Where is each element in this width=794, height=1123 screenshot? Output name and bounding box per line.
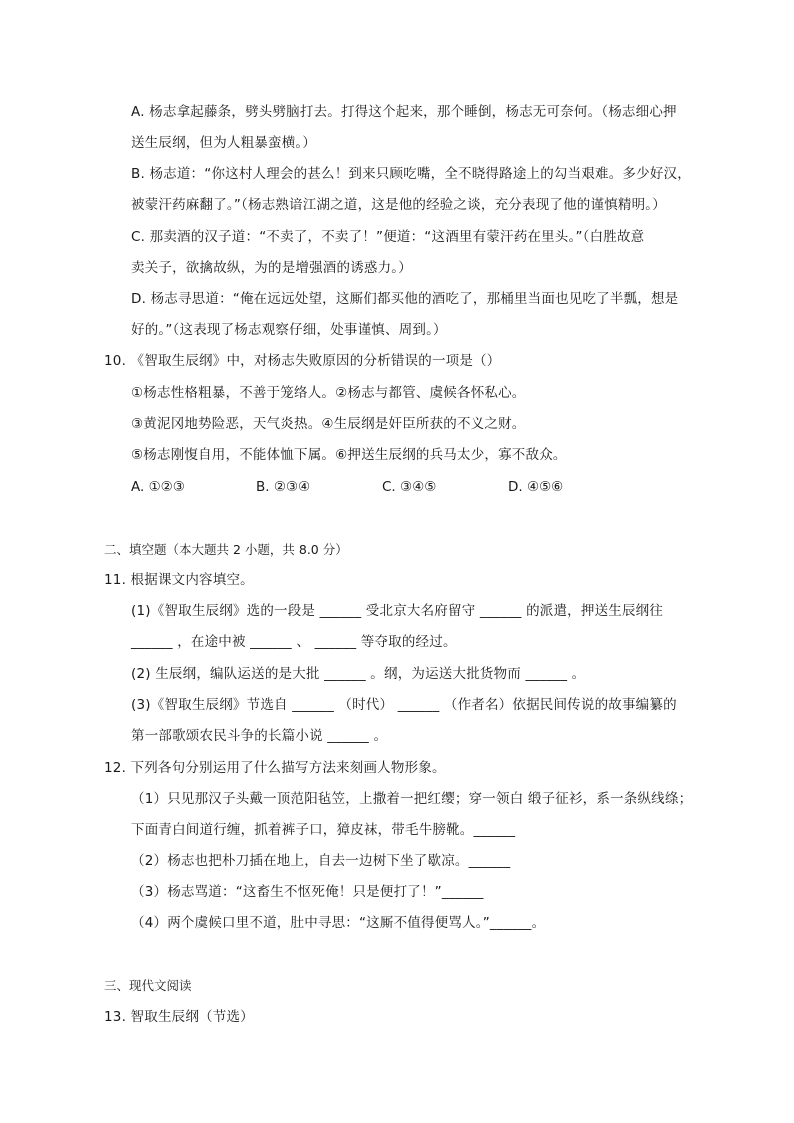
q11-part1-line1: (1)《智取生辰纲》选的一段是 ______ 受北京大名府留守 ______ 的派遣，押送生辰纲往 (131, 603, 664, 619)
q11-part3-line2: 第一部歌颂农民斗争的长篇小说 ______ 。 (131, 728, 388, 744)
q13-stem: 13. 智取生辰纲（节选） (104, 1009, 254, 1025)
q10-stem: 10. 《智取生辰纲》中，对杨志失败原因的分析错误的一项是（） (104, 353, 501, 369)
q12-part1-line2: 下面青白间道行缠，抓着裤子口，獐皮袜，带毛牛膀靴。______ (131, 822, 516, 838)
q12-part2-line1: （2）杨志也把朴刀插在地上，自去一边树下坐了歇凉。______ (131, 853, 511, 869)
q10-option-b: B. ②③④ (256, 479, 311, 495)
section-3-title: 三、现代文阅读 (104, 978, 192, 993)
q10-option-d: D. ④⑤⑥ (508, 479, 564, 495)
q10-item-line3: ⑤杨志刚愎自用，不能体恤下属。⑥押送生辰纲的兵马太少，寡不敌众。 (131, 447, 567, 463)
section-2-title: 二、填空题（本大题共 2 小题，共 8.0 分） (104, 542, 348, 557)
q11-stem: 11. 根据课文内容填空。 (104, 572, 254, 588)
q9-option-b-line1: B. 杨志道：“你这村人理会的甚么！到来只顾吃嘴，全不晓得路途上的勾当艰难。多少好汉， (131, 166, 691, 182)
q9-option-a-line1: A. 杨志拿起藤条，劈头劈脑打去。打得这个起来，那个睡倒，杨志无可奈何。（杨志细心押 (131, 104, 677, 120)
q10-item-line2: ③黄泥冈地势险恶，天气炎热。④生辰纲是奸臣所获的不义之财。 (131, 416, 526, 432)
q11-part1-line2: ______ ，在途中被 ______ 、 ______ 等夺取的经过。 (131, 634, 457, 650)
q9-option-c-line2: 卖关子，欲擒故纵，为的是增强酒的诱惑力。） (131, 260, 412, 276)
q11-part3-line1: (3)《智取生辰纲》节选自 ______ （时代） ______ （作者名）依据民间传说的故事编纂的 (131, 697, 677, 713)
q11-part2-line1: (2) 生辰纲，编队运送的是大批 ______ 。纲，为运送大批货物而 ______ 。 (131, 666, 586, 682)
q9-option-a-line2: 送生辰纲，但为人粗暴蛮横。） (131, 135, 317, 151)
q10-option-a: A. ①②③ (131, 479, 185, 495)
q10-option-c: C. ③④⑤ (382, 479, 437, 495)
q9-option-b-line2: 被蒙汗药麻翻了。”（杨志熟谙江湖之道，这是他的经验之谈，充分表现了他的谨慎精明。） (131, 197, 666, 213)
q12-part1-line1: （1）只见那汉子头戴一顶范阳毡笠，上撒着一把红缨；穿一领白 缎子征衫，系一条纵线绦； (131, 791, 693, 807)
q12-stem: 12. 下列各句分别运用了什么描写方法来刻画人物形象。 (104, 760, 446, 776)
q9-option-d-line2: 好的。”（这表现了杨志观察仔细，处事谨慎、周到。） (131, 322, 447, 338)
q12-part3-line1: （3）杨志骂道：“这畜生不怄死俺！只是便打了！”______ (131, 884, 484, 900)
q10-item-line1: ①杨志性格粗暴，不善于笼络人。②杨志与都管、虞候各怀私心。 (131, 385, 526, 401)
q9-option-c-line1: C. 那卖酒的汉子道：“不卖了，不卖了！”便道：“这酒里有蒙汗药在里头。”（白胜故意 (131, 229, 645, 245)
q12-part4-line1: （4）两个虞候口里不道，肚中寻思：“这厮不值得便骂人。”______。 (131, 915, 546, 931)
q9-option-d-line1: D. 杨志寻思道：“俺在远远处望，这厮们都买他的酒吃了，那桶里当面也见吃了半瓢，想是 (131, 291, 679, 307)
